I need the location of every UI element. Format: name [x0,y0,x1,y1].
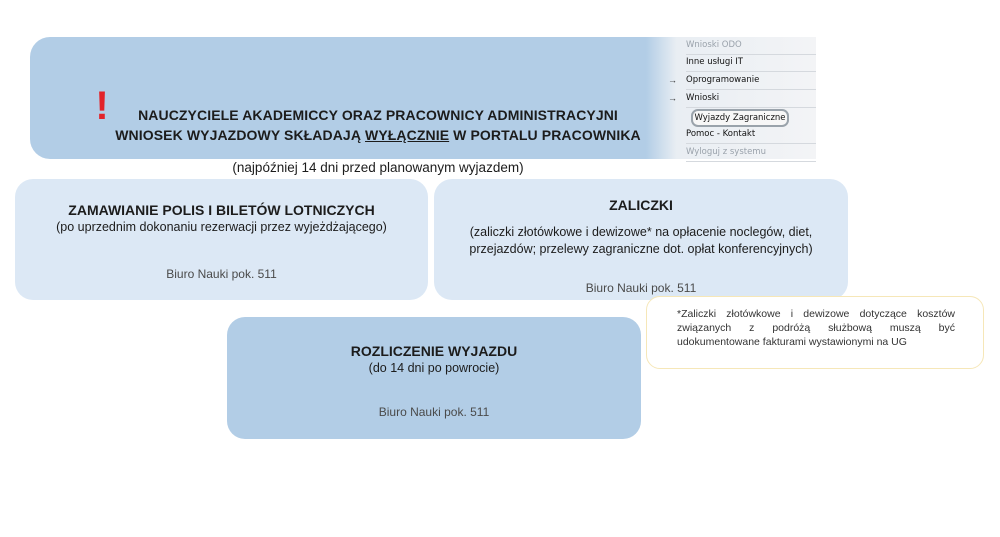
insurance-office: Biuro Nauki pok. 511 [166,267,277,281]
banner-line-1: NAUCZYCIELE AKADEMICCY ORAZ PRACOWNICY ADMINISTRACYJNI [138,107,618,123]
exclamation-icon: ! [95,84,109,128]
arrow-right-icon: → [668,75,677,85]
insurance-title: ZAMAWIANIE POLIS I BILETÓW LOTNICZYCH [68,202,375,218]
banner-line-2 [98,125,658,145]
menu-item-wnioski: Wnioski [686,90,816,108]
arrow-right-icon: → [668,93,677,103]
banner-line-2-start: WNIOSEK WYJAZDOWY SKŁADAJĄ [115,127,366,143]
portal-menu-screenshot [646,37,816,159]
advances-office: Biuro Nauki pok. 511 [585,281,697,295]
menu-item-pomoc-kontakt: Pomoc - Kontakt [686,126,816,144]
advances-subtitle-2: przejazdów; przelewy zagraniczne dot. opłat konferencyjnych) [469,242,813,256]
menu-item-wyloguj: Wyloguj z systemu [686,144,816,162]
menu-item-wyjazdy-zagraniczne: Wyjazdy Zagraniczne [691,109,789,127]
settlement-title: ROZLICZENIE WYJAZDU [350,343,518,359]
advances-box [434,179,848,300]
trip-settlement-box [227,317,641,439]
advances-footnote: *Zaliczki złotówkowe i dewizowe dotyczące kosztów związanych z podróżą służbową muszą być udokumentowane fakturami wystawionymi na UG [646,296,984,369]
menu-item-oprogramowanie: Oprogramowanie [686,72,816,90]
deadline-text: (najpóźniej 14 dni przed planowanym wyjazdem) [232,160,524,175]
advances-subtitle-1: (zaliczki złotówkowe i dewizowe* na opłacenie noclegów, diet, [469,225,813,239]
portal-info-banner [30,37,816,175]
advances-title: ZALICZKI [609,197,673,213]
insurance-tickets-box [15,179,428,300]
banner-line-2-end: W PORTALU PRACOWNIKA [449,127,641,143]
banner-text [98,105,658,177]
menu-item-wnioski-odo: Wnioski ODO [686,37,816,55]
emphasis-exclusively: WYŁĄCZNIE [365,127,450,143]
settlement-office: Biuro Nauki pok. 511 [378,405,490,419]
insurance-subtitle: (po uprzednim dokonaniu rezerwacji przez wyjeżdżającego) [56,220,387,234]
menu-item-inne-uslugi-it: Inne usługi IT [686,54,816,72]
settlement-subtitle: (do 14 dni po powrocie) [368,361,500,375]
